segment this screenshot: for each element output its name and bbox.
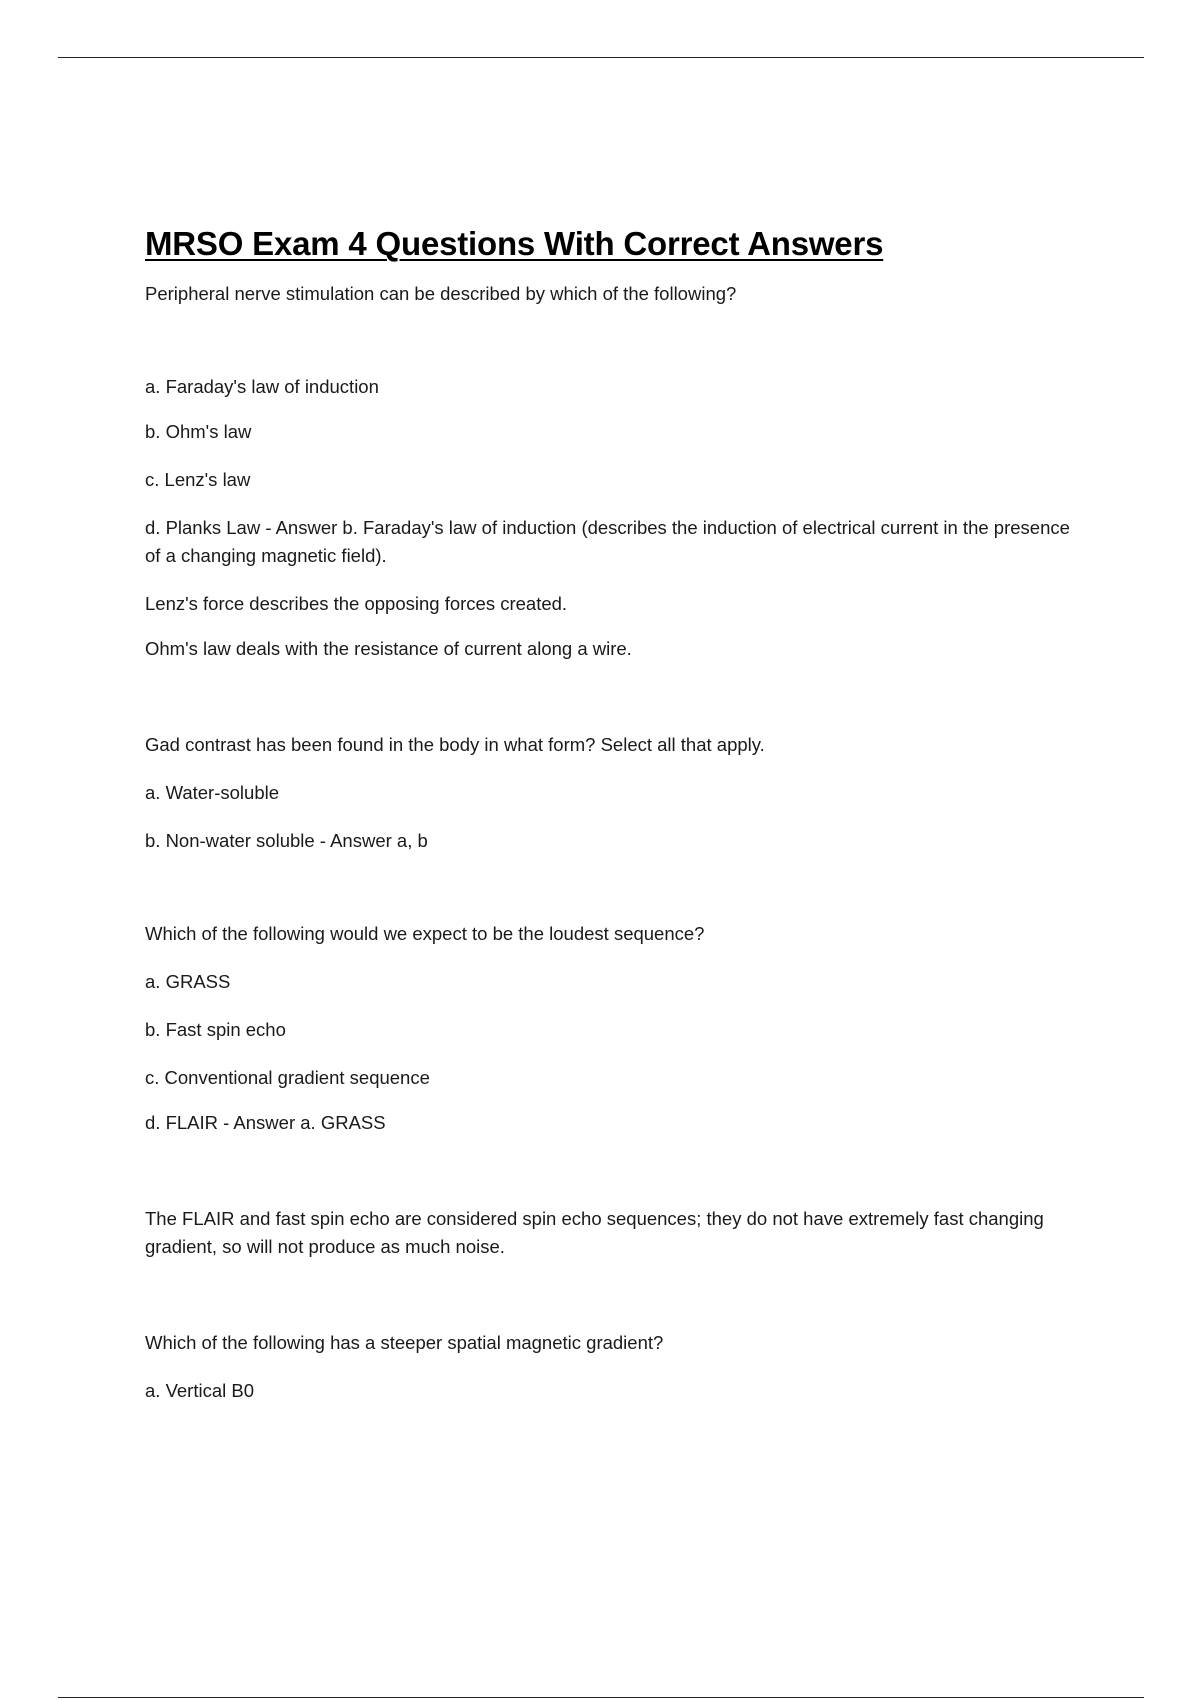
question-1-option-d-answer: d. Planks Law - Answer b. Faraday's law of induction (describes the induction of electrical current in the presence of a changing magnetic field). <box>145 517 1070 566</box>
question-3-option-a: a. GRASS <box>145 971 231 992</box>
question-3-text: Which of the following would we expect to be the loudest sequence? <box>145 923 705 944</box>
question-2-text: Gad contrast has been found in the body in what form? Select all that apply. <box>145 734 765 755</box>
question-4-option-a: a. Vertical B0 <box>145 1380 255 1401</box>
question-3-option-c: c. Conventional gradient sequence <box>145 1067 430 1088</box>
question-3-explanation: The FLAIR and fast spin echo are considered spin echo sequences; they do not have extremely fast changing gradient, so will not produce as much noise. <box>145 1208 1044 1257</box>
document-body <box>145 222 1075 1405</box>
question-3-option-b: b. Fast spin echo <box>145 1019 286 1040</box>
question-1-explanation-lenz: Lenz's force describes the opposing forces created. <box>145 593 568 614</box>
question-1-text: Peripheral nerve stimulation can be described by which of the following? <box>145 283 737 304</box>
question-2-option-b-answer: b. Non-water soluble - Answer a, b <box>145 830 428 851</box>
question-1-option-b: b. Ohm's law <box>145 421 252 442</box>
document-title: MRSO Exam 4 Questions With Correct Answers <box>145 225 884 262</box>
question-4-text: Which of the following has a steeper spatial magnetic gradient? <box>145 1332 664 1353</box>
question-1-explanation-ohm: Ohm's law deals with the resistance of current along a wire. <box>145 638 632 659</box>
question-1-option-c: c. Lenz's law <box>145 469 251 490</box>
question-3-option-d-answer: d. FLAIR - Answer a. GRASS <box>145 1112 386 1133</box>
question-1-option-a: a. Faraday's law of induction <box>145 376 379 397</box>
question-2-option-a: a. Water-soluble <box>145 782 280 803</box>
header-rule <box>58 57 1144 58</box>
footer-rule <box>58 1697 1144 1698</box>
